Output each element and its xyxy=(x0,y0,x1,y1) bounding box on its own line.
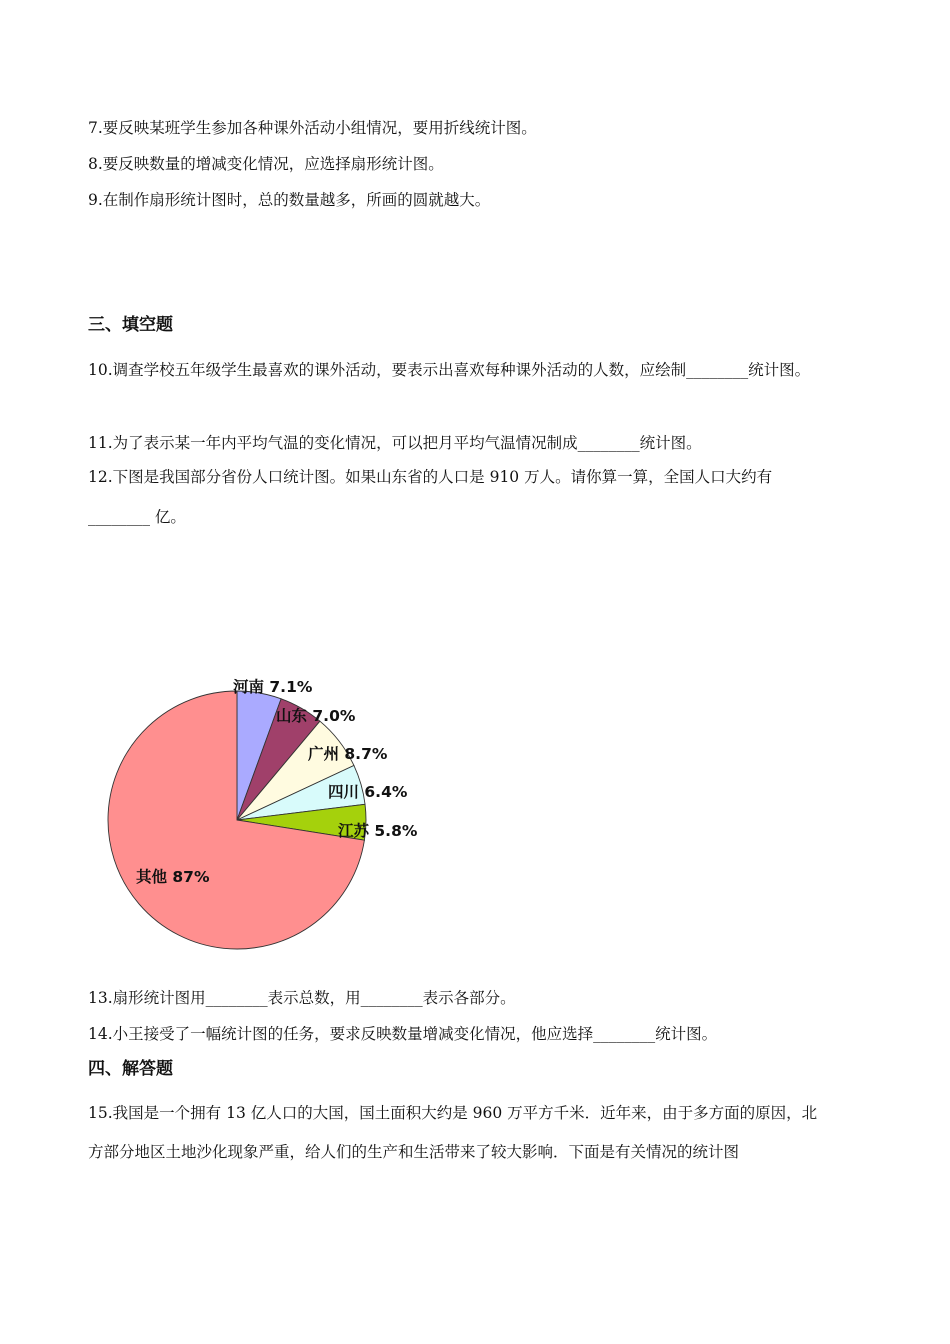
pie-label-江苏: 江苏 5.8% xyxy=(338,822,418,840)
judge-item-7: 7.要反映某班学生参加各种课外活动小组情况，要用折线统计图。 xyxy=(88,119,537,137)
fill-item-14: 14.小王接受了一幅统计图的任务，要求反映数量增减变化情况，他应选择________统计图。 xyxy=(88,1025,718,1043)
pie-label-四川: 四川 6.4% xyxy=(328,783,408,801)
pie-label-广州: 广州 8.7% xyxy=(308,745,388,763)
fill-item-10: 10.调查学校五年级学生最喜欢的课外活动，要表示出喜欢每种课外活动的人数，应绘制________统计图。 xyxy=(88,361,811,379)
fill-item-13: 13.扇形统计图用________表示总数，用________表示各部分。 xyxy=(88,989,516,1007)
section-3-title: 三、填空题 xyxy=(88,315,173,335)
fill-item-11: 11.为了表示某一年内平均气温的变化情况，可以把月平均气温情况制成________统计图。 xyxy=(88,434,702,452)
section-4-title: 四、解答题 xyxy=(88,1059,173,1079)
pie-label-其他: 其他 87% xyxy=(136,868,210,886)
judge-item-8: 8.要反映数量的增减变化情况，应选择扇形统计图。 xyxy=(88,155,444,173)
population-pie-chart xyxy=(100,670,460,960)
fill-item-12-line1: 12.下图是我国部分省份人口统计图。如果山东省的人口是 910 万人。请你算一算，全国人口大约有 xyxy=(88,468,773,486)
answer-item-15-line2: 方部分地区土地沙化现象严重，给人们的生产和生活带来了较大影响．下面是有关情况的统计图 xyxy=(88,1143,740,1161)
answer-item-15-line1: 15.我国是一个拥有 13 亿人口的大国，国土面积大约是 960 万平方千米．近年来，由于多方面的原因，北 xyxy=(88,1104,818,1122)
pie-label-河南: 河南 7.1% xyxy=(233,678,313,696)
judge-item-9: 9.在制作扇形统计图时，总的数量越多，所画的圆就越大。 xyxy=(88,191,491,209)
fill-item-12-line2: ________ 亿。 xyxy=(88,508,186,526)
pie-label-山东: 山东 7.0% xyxy=(276,707,356,725)
